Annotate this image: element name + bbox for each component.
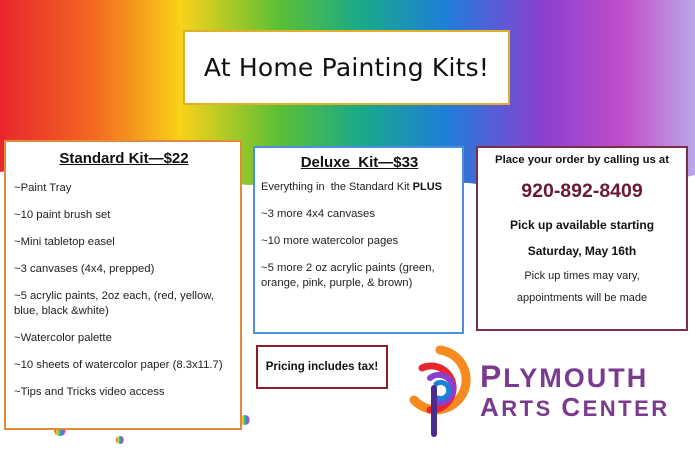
logo-text-plymouth: PLYMOUTH bbox=[480, 358, 649, 394]
list-item: ~Watercolor palette bbox=[14, 332, 112, 344]
list-item: ~10 paint brush set bbox=[14, 209, 111, 221]
order-heading: Place your order by calling us at bbox=[495, 154, 669, 166]
pickup-note: Pick up times may vary, bbox=[524, 270, 640, 282]
list-item: ~5 more 2 oz acrylic paints (green, orange, pink, purple, & brown) bbox=[261, 262, 435, 289]
pickup-heading: Pick up available starting bbox=[509, 218, 655, 232]
deluxe-kit-intro bbox=[261, 181, 458, 193]
standard-kit-box bbox=[4, 140, 242, 430]
plymouth-arts-center-logo bbox=[400, 338, 690, 438]
list-item: ~Tips and Tricks video access bbox=[14, 386, 165, 398]
deluxe-intro-plus: PLUS bbox=[412, 181, 442, 193]
list-item: ~5 acrylic paints, 2oz each, (red, yellow, blue, black &white) bbox=[14, 290, 214, 317]
deluxe-intro-text: Everything in the Standard Kit bbox=[261, 181, 410, 193]
title-box bbox=[183, 30, 510, 105]
pickup-note: appointments will be made bbox=[516, 292, 648, 304]
deluxe-kit-box bbox=[253, 146, 464, 334]
phone-number: 920-892-8409 bbox=[521, 180, 643, 202]
pricing-note: Pricing includes tax! bbox=[265, 361, 379, 373]
list-item: ~Paint Tray bbox=[14, 182, 72, 194]
page-title: At Home Painting Kits! bbox=[203, 53, 490, 82]
logo-text-arts-center: ARTS CENTER bbox=[480, 392, 670, 422]
list-item: ~3 canvases (4x4, prepped) bbox=[14, 263, 155, 275]
paint-swirl-logo-icon bbox=[400, 338, 480, 438]
order-info-box bbox=[476, 146, 688, 331]
list-item: ~10 more watercolor pages bbox=[261, 235, 399, 247]
list-item: ~10 sheets of watercolor paper (8.3x11.7) bbox=[14, 359, 223, 371]
pickup-date: Saturday, May 16th bbox=[527, 244, 637, 258]
standard-kit-list bbox=[14, 181, 234, 400]
deluxe-kit-list bbox=[261, 207, 458, 291]
list-item: ~Mini tabletop easel bbox=[14, 236, 115, 248]
standard-kit-heading: Standard Kit—$22 bbox=[59, 150, 189, 167]
list-item: ~3 more 4x4 canvases bbox=[261, 208, 375, 220]
pricing-note-box bbox=[256, 345, 388, 389]
deluxe-kit-heading: Deluxe Kit—$33 bbox=[300, 154, 419, 171]
